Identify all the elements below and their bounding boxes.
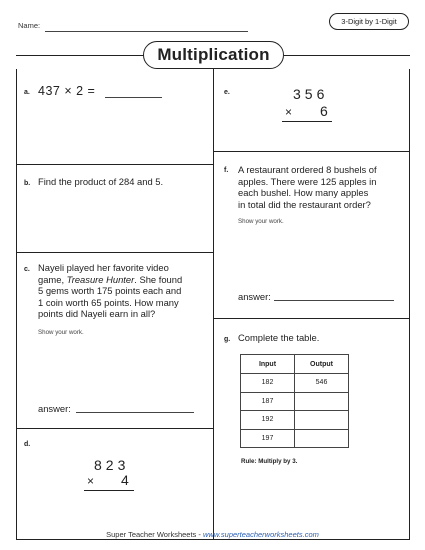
problem-g-label: g.: [224, 336, 231, 343]
problem-e-label: e.: [224, 89, 230, 96]
table-row: [241, 429, 349, 448]
problem-f-line2: apples. There were 125 apples in: [238, 175, 377, 187]
title-rule-left: [16, 55, 144, 56]
table-row: [241, 374, 349, 393]
problem-c-label: c.: [24, 266, 30, 273]
problem-f-line1: A restaurant ordered 8 bushels of: [238, 164, 377, 175]
footer: [0, 530, 425, 539]
problem-d-top-number: 823: [94, 457, 130, 473]
problem-e-times-sign: ×: [285, 105, 293, 119]
grid-divider-fg: [213, 318, 410, 319]
table-header-row: [241, 355, 349, 374]
problem-a-answer-field[interactable]: [105, 97, 162, 98]
problem-e-bottom-number: 6: [320, 103, 332, 119]
problem-a-expression: 437 × 2 =: [38, 84, 96, 98]
footer-site-name: Super Teacher Worksheets: [106, 530, 197, 539]
problem-c-show-work: Show your work.: [38, 329, 84, 336]
problem-f-answer-field[interactable]: [274, 300, 394, 301]
table-header-input: Input: [241, 355, 295, 374]
table-cell-input: 182: [241, 374, 295, 393]
table-cell-output: 546: [295, 374, 349, 393]
table-row: [241, 392, 349, 411]
problem-a-label: a.: [24, 89, 30, 96]
problem-d-times-sign: ×: [87, 474, 95, 488]
table-header-output: Output: [295, 355, 349, 374]
problem-e-top-number: 356: [293, 86, 329, 102]
problem-c-line5: points did Nayeli earn in all?: [38, 308, 156, 320]
grid-divider-ab: [16, 164, 213, 165]
problem-d-sum-line: [84, 490, 134, 491]
page-title: Multiplication: [143, 41, 284, 69]
name-field[interactable]: [45, 31, 248, 32]
problem-c-answer-label: answer:: [38, 403, 71, 414]
problem-f-text: [238, 164, 377, 210]
table-cell-output[interactable]: [295, 392, 349, 411]
name-label: Name:: [18, 21, 41, 30]
problem-e-sum-line: [282, 121, 332, 122]
footer-separator: -: [196, 530, 203, 539]
table-cell-input: 192: [241, 411, 295, 430]
problem-g-text: Complete the table.: [238, 332, 320, 343]
table-cell-input: 187: [241, 392, 295, 411]
problem-f-line3: each bushel. How many apples: [238, 187, 369, 199]
table-cell-input: 197: [241, 429, 295, 448]
table-cell-output[interactable]: [295, 411, 349, 430]
problem-f-label: f.: [224, 167, 229, 174]
problem-f-line4: in total did the restaurant order?: [238, 198, 371, 210]
problem-f-show-work: Show your work.: [238, 218, 284, 225]
input-output-table: [240, 354, 349, 448]
grid-divider-cd: [16, 428, 213, 429]
problem-d-label: d.: [24, 441, 31, 448]
problem-c-line2: game, Treasure Hunter. She found: [38, 273, 183, 285]
problem-c-line3: 5 gems worth 175 points each and: [38, 285, 182, 297]
table-row: [241, 411, 349, 430]
footer-link[interactable]: www.superteacherworksheets.com: [202, 530, 319, 539]
grid-divider-vertical: [213, 69, 214, 540]
problem-c-line1: Nayeli played her favorite video: [38, 262, 169, 273]
level-badge: 3-Digit by 1-Digit: [329, 13, 409, 30]
problem-b-label: b.: [24, 180, 31, 187]
table-rule: Rule: Multiply by 3.: [241, 458, 298, 465]
problem-c-line4: 1 coin worth 65 points. How many: [38, 296, 179, 308]
problem-b-text: Find the product of 284 and 5.: [38, 176, 164, 187]
title-rule-right: [284, 55, 410, 56]
problem-f-answer-label: answer:: [238, 291, 271, 302]
grid-divider-ef: [213, 151, 410, 152]
problem-d-bottom-number: 4: [121, 472, 133, 488]
table-cell-output[interactable]: [295, 429, 349, 448]
problem-c-answer-field[interactable]: [76, 412, 194, 413]
problem-c-text: [38, 262, 182, 320]
grid-divider-bc: [16, 252, 213, 253]
